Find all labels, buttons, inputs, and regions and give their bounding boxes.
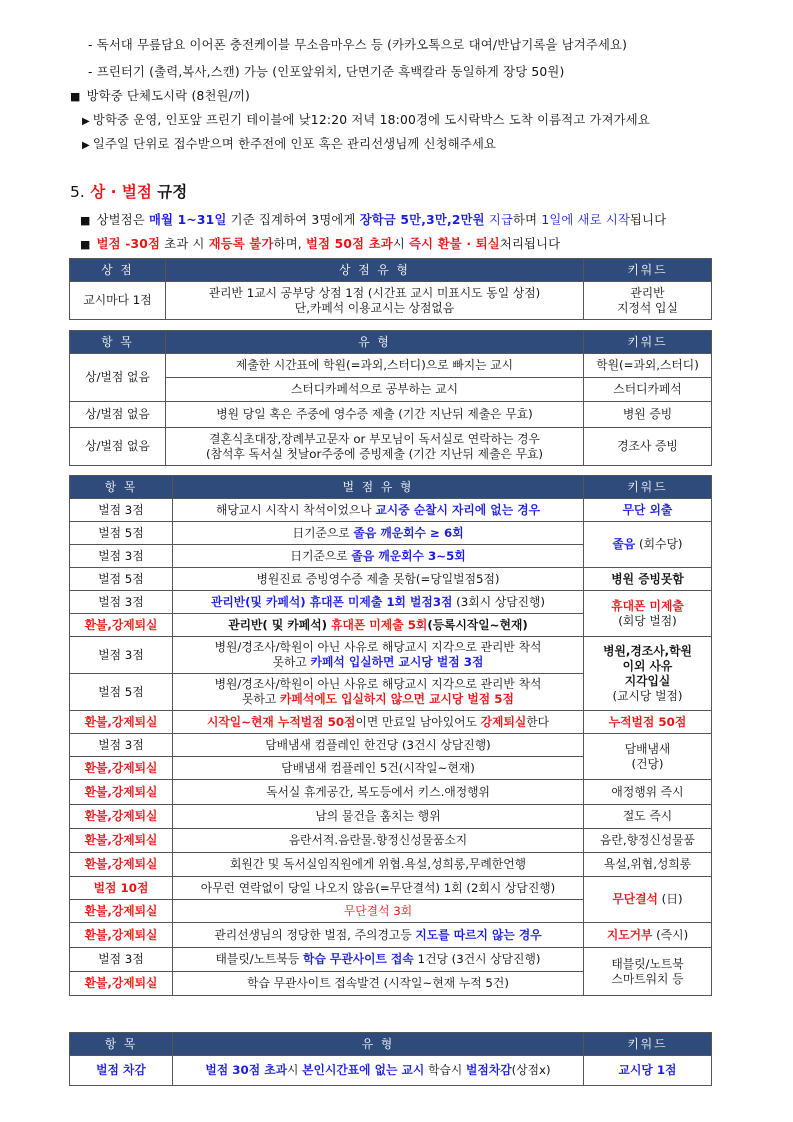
table-row: 벌점 3점 해당교시 시작시 착석이었으나 교시중 순찰시 자리에 없는 경우 무단 외출 bbox=[70, 499, 712, 522]
table-row: 벌점 10점 아무런 연락없이 당일 나오지 않음(=무단결석) 1회 (2회시 상담진행) 무단결석 (日) bbox=[70, 877, 712, 900]
table-row: 환불,강제퇴실 독서실 휴게공간, 복도등에서 키스.애정행위 애정행위 즉시 bbox=[70, 780, 712, 805]
col-header: 상 점 bbox=[70, 259, 166, 282]
table-row: 상/벌점 없음 제출한 시간표에 학원(=과외,스터디)으로 빠지는 교시 학원(=과외,스터디) bbox=[70, 354, 712, 378]
table-row: 환불,강제퇴실 담배냄새 컴플레인 5건(시작일~현재) bbox=[70, 757, 712, 780]
table-row: 환불,강제퇴실 남의 물건을 훔치는 행위 절도 즉시 bbox=[70, 805, 712, 829]
table-row: 환불,강제퇴실 회원간 및 독서실임직원에게 위협.욕설,성희롱,무례한언행 욕설,위협,성희롱 bbox=[70, 853, 712, 877]
rental-note: - 독서대 무릎담요 이어폰 충전케이블 무소음마우스 등 (카카오톡으로 대여/반납기록을 남겨주세요) bbox=[88, 38, 628, 52]
table-row: 벌점 3점 병원/경조사/학원이 아닌 사유로 해당교시 지각으로 관리반 착석 못하고 카페석 입실하면 교시당 벌점 3점 병원,경조사,학원 이외 사유 지각입실 (교시당 벌점) bbox=[70, 637, 712, 674]
rule-1: ■ 상벌점은 매월 1~31일 기준 집계하여 3명에게 장학금 5만,3만,2만원 지급하며 1일에 새로 시작됩니다 bbox=[80, 213, 667, 227]
table-row: 벌점 3점 태블릿/노트북등 학습 무관사이트 접속 1건당 (3건시 상담진행) 태블릿/노트북 스마트워치 등 bbox=[70, 948, 712, 972]
table-row: 상/벌점 없음 병원 당일 혹은 주중에 영수증 제출 (기간 지난뒤 제출은 무효) 병원 증빙 bbox=[70, 402, 712, 428]
table-row: 환불,강제퇴실 관리반( 및 카페석) 휴대폰 미제출 5회(등록시작일~현재) bbox=[70, 614, 712, 637]
square-bullet-icon: ■ bbox=[70, 90, 81, 103]
col-header: 항 목 bbox=[70, 476, 173, 499]
table-row: 벌점 차감 벌점 30점 초과시 본인시간표에 없는 교시 학습시 벌점차감(상점x) 교시당 1점 bbox=[70, 1056, 712, 1086]
square-bullet-icon: ■ bbox=[80, 214, 91, 227]
triangle-bullet-icon: ▶ bbox=[82, 140, 90, 151]
lunchbox-detail-1: ▶ 방학중 운영, 인포앞 프린기 테이블에 낮12:20 저녁 18:00경에 도시락박스 도착 이름적고 가져가세요 bbox=[82, 113, 650, 127]
col-header: 유 형 bbox=[166, 331, 584, 354]
triangle-bullet-icon: ▶ bbox=[82, 116, 90, 127]
table-row: 환불,강제퇴실 관리선생님의 정당한 벌점, 주의경고등 지도를 따르지 않는 경우 지도거부 (즉시) bbox=[70, 923, 712, 948]
deduction-table bbox=[69, 1032, 712, 1086]
table-row: 벌점 5점 병원진료 증빙영수증 제출 못함(=당일벌점5점) 병원 증빙못함 bbox=[70, 568, 712, 591]
col-header: 키워드 bbox=[584, 259, 712, 282]
col-header: 키워드 bbox=[584, 476, 712, 499]
table-row: 벌점 5점 병원/경조사/학원이 아닌 사유로 해당교시 지각으로 관리반 착석 못하고 카페석에도 입실하지 않으면 교시당 벌점 5점 bbox=[70, 674, 712, 711]
table-row: 환불,강제퇴실 시작일~현재 누적벌점 50점이면 만료일 남아있어도 강제퇴실한다 누적벌점 50점 bbox=[70, 711, 712, 734]
table-row: 스터디카페석으로 공부하는 교시 스터디카페석 bbox=[70, 378, 712, 402]
table-row: 상/벌점 없음 결혼식초대장,장례부고문자 or 부모님이 독서실로 연락하는 경우 (참석후 독서실 첫날or주중에 증빙제출 (기간 지난뒤 제출은 무효) 경조사 증빙 bbox=[70, 428, 712, 466]
demerit-table bbox=[69, 475, 712, 996]
table-row: 벌점 3점 관리반(및 카페석) 휴대폰 미제출 1회 벌점3점 (3회시 상담진행) 휴대폰 미제출 (회당 벌점) bbox=[70, 591, 712, 614]
table-row: 벌점 5점 日기준으로 졸음 깨운회수 ≥ 6회 졸음 (회수당) bbox=[70, 522, 712, 545]
table-row: 환불,강제퇴실 음란서적.음란물.향정신성물품소지 음란,향정신성물품 bbox=[70, 829, 712, 853]
col-header: 항 목 bbox=[70, 1033, 173, 1056]
merit-table bbox=[69, 258, 712, 320]
table-row: 교시마다 1점 관리반 1교시 공부당 상점 1점 (시간표 교시 미표시도 동일 상점) 단,카페석 이용교시는 상점없음 관리반 지정석 입실 bbox=[70, 282, 712, 320]
col-header: 상 점 유 형 bbox=[166, 259, 584, 282]
lunchbox-detail-2: ▶ 일주일 단위로 접수받으며 한주전에 인포 혹은 관리선생님께 신청해주세요 bbox=[82, 137, 497, 151]
table-row: 벌점 3점 日기준으로 졸음 깨운회수 3~5회 bbox=[70, 545, 712, 568]
col-header: 키워드 bbox=[584, 1033, 712, 1056]
table-row: 환불,강제퇴실 무단결석 3회 bbox=[70, 900, 712, 923]
table-row: 벌점 3점 담배냄새 컴플레인 한건당 (3건시 상담진행) 담배냄새 (건당) bbox=[70, 734, 712, 757]
col-header: 항 목 bbox=[70, 331, 166, 354]
exempt-table bbox=[69, 330, 712, 466]
col-header: 키워드 bbox=[584, 331, 712, 354]
square-bullet-icon: ■ bbox=[80, 238, 91, 251]
printer-note: - 프린터기 (출력,복사,스캔) 가능 (인포앞위치, 단면기준 흑백칼라 동일하게 장당 50원) bbox=[88, 65, 565, 79]
section-title: 5. 상 · 벌점 규정 bbox=[70, 183, 188, 201]
rule-2: ■ 벌점 -30점 초과 시 재등록 불가하며, 벌점 50점 초과시 즉시 환불 · 퇴실처리됩니다 bbox=[80, 237, 561, 251]
lunchbox-heading: ■ 방학중 단체도시락 (8천원/끼) bbox=[70, 89, 251, 103]
col-header: 벌 점 유 형 bbox=[173, 476, 584, 499]
table-row: 환불,강제퇴실 학습 무관사이트 접속발견 (시작일~현재 누적 5건) bbox=[70, 972, 712, 996]
col-header: 유 형 bbox=[173, 1033, 584, 1056]
